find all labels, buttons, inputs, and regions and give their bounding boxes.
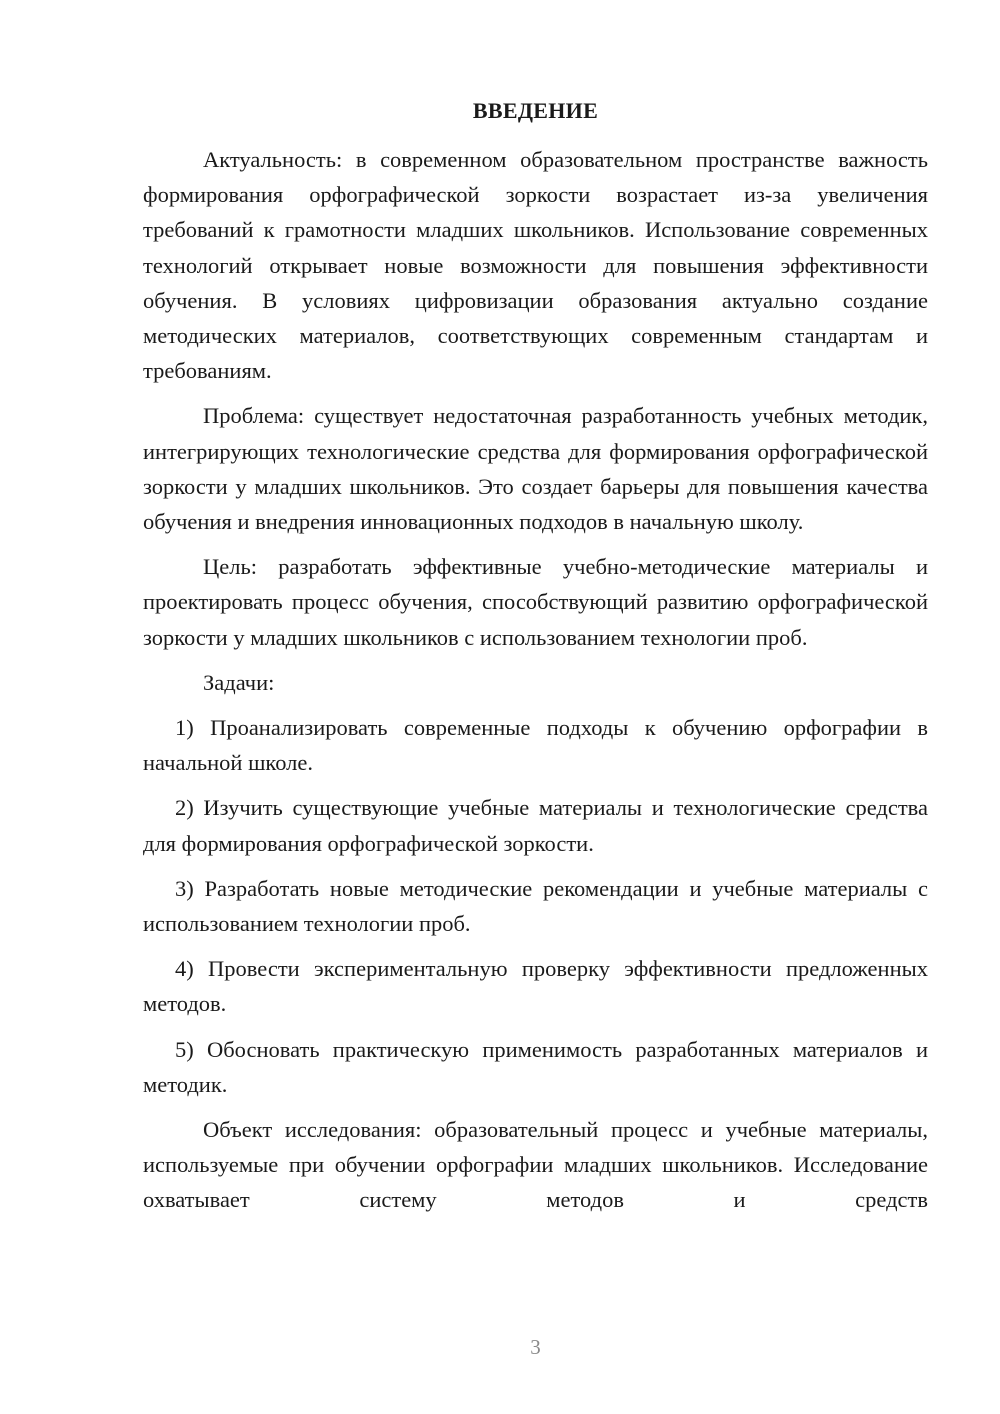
paragraph-problem: Проблема: существует недостаточная разработанность учебных методик, интегрирующих технологические средства для формирования орфографической зоркости у младших школьников. Это создает барьеры для повышения качества обучения и внедрения инновационных подходов в начальную школу. (143, 403, 928, 535)
task-item-5: 5) Обосновать практическую применимость разработанных материалов и методик. (143, 1036, 928, 1097)
section-heading: ВВЕДЕНИЕ (472, 98, 599, 123)
paragraph-goal: Цель: разработать эффективные учебно-методические материалы и проектировать процесс обучения, способствующий развитию орфографической зоркости у младших школьников с использованием технологии проб. (143, 554, 928, 650)
task-item-1: 1) Проанализировать современные подходы к обучению орфографии в начальной школе. (143, 715, 928, 776)
document-body (143, 142, 928, 1228)
page-number: 3 (530, 1335, 541, 1359)
paragraph-relevance: Актуальность: в современном образовательном пространстве важность формирования орфографической зоркости возрастает из-за увеличения требований к грамотности младших школьников. Использование современных технологий открывает новые возможности для повышения эффективности обучения. В условиях цифровизации образования актуально создание методических материалов, соответствующих современным стандартам и требованиям. (143, 147, 928, 384)
task-item-2: 2) Изучить существующие учебные материалы и технологические средства для формирования орфографической зоркости. (143, 795, 928, 856)
task-item-4: 4) Провести экспериментальную проверку эффективности предложенных методов. (143, 956, 928, 1017)
document-page (143, 0, 928, 1414)
paragraph-object: Объект исследования: образовательный процесс и учебные материалы, используемые при обучении орфографии младших школьников. Исследование охватывает систему методов и средств (143, 1117, 928, 1213)
task-item-3: 3) Разработать новые методические рекомендации и учебные материалы с использованием технологии проб. (143, 875, 928, 937)
tasks-label: Задачи: (203, 669, 275, 695)
